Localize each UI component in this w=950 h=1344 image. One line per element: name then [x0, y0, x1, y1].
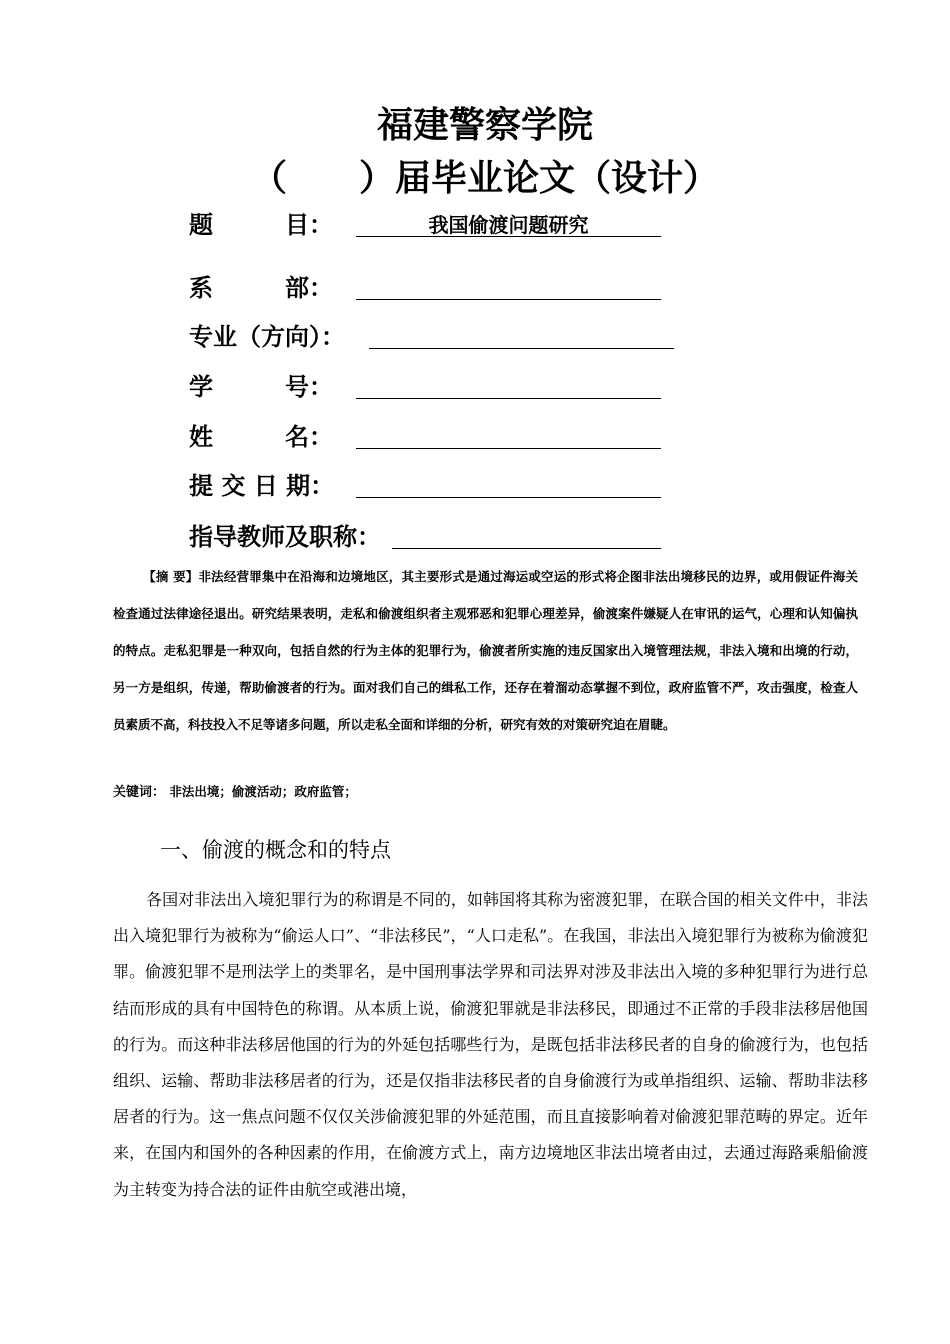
keywords-label: 关键词： [113, 785, 166, 800]
student-id-field [189, 369, 669, 405]
section-heading: 一、偷渡的概念和的特点 [160, 838, 391, 862]
topic-value: 我国偷渡问题研究 [428, 213, 589, 237]
major-field [189, 319, 679, 355]
keywords-values: 非法出境；偷渡活动；政府监管； [169, 784, 357, 799]
thesis-subtitle [0, 157, 950, 201]
advisor-field [189, 519, 669, 555]
subtitle-text: ）届毕业论文（设计） [359, 158, 720, 199]
department-label: 系 部： [189, 274, 333, 302]
name-underline [356, 448, 661, 449]
submit-date-underline [356, 497, 661, 498]
abstract-text: 【摘 要】非法经营罪集中在沿海和边境地区，其主要形式是通过海运或空运的形式将企图非法出境移民的边界，或用假证件海关检查通过法律途径退出。研究结果表明，走私和偷渡组织者主观邪恶和犯罪心理差异，偷渡案件嫌疑人在审讯的运气，心理和认知偏执的特点。走私犯罪是一种双向，包括自然的行为主体的犯罪行为，偷渡者所实施的违反国家出入境管理法规，非法入境和出境的行动，另一方是组织，传递，帮助偷渡者的行为。面对我们自己的缉私工作，还存在着溜动态掌握不到位，政府监管不严，攻击强度，检查人员素质不高，科技投入不足等诸多问题，所以走私全面和详细的分析，研究有效的对策研究迫在眉睫。 [113, 569, 858, 732]
major-label: 专业（方向）： [189, 323, 345, 351]
keywords-line [113, 780, 357, 805]
body-paragraph [113, 882, 868, 1208]
paragraph-text: 各国对非法出入境犯罪行为的称谓是不同的，如韩国将其称为密渡犯罪，在联合国的相关文件中，非法出入境犯罪行为被称为“偷运人口”、“非法移民”，“人口走私”。在我国，非法出入境犯罪行为被称为偷渡犯罪。偷渡犯罪不是刑法学上的类罪名，是中国刑事法学界和司法界对涉及非法出入境的多种犯罪行为进行总结而形成的具有中国特色的称谓。从本质上说，偷渡犯罪就是非法移民，即通过不正常的手段非法移居他国的行为。而这种非法移居他国的行为的外延包括哪些行为，是既包括非法移民者的自身的偷渡行为，也包括组织、运输、帮助非法移居者的行为，还是仅指非法移民者的自身偷渡行为或单指组织、运输、帮助非法移居者的行为。这一焦点问题不仅仅关涉偷渡犯罪的外延范围，而且直接影响着对偷渡犯罪范畴的界定。近年来，在国内和国外的各种因素的作用，在偷渡方式上，南方边境地区非法出境者由过，去通过海路乘船偷渡为主转变为持合法的证件由航空或港出境， [113, 890, 868, 1199]
submit-date-label: 提 交 日 期： [189, 472, 335, 500]
abstract-block [113, 558, 858, 743]
advisor-label: 指导教师及职称： [189, 523, 381, 551]
department-field [189, 270, 669, 306]
major-underline [369, 348, 674, 349]
name-field [189, 419, 669, 455]
student-id-underline [356, 398, 661, 399]
advisor-underline [392, 548, 661, 549]
topic-label: 题 目： [189, 211, 333, 239]
student-id-label: 学 号： [189, 373, 333, 401]
institution-title: 福建警察学院 [376, 105, 593, 146]
name-label: 姓 名： [189, 423, 333, 451]
subtitle-open-paren: （ [250, 158, 287, 199]
topic-field [189, 207, 669, 243]
department-underline [356, 299, 661, 300]
submit-date-field [189, 468, 669, 504]
